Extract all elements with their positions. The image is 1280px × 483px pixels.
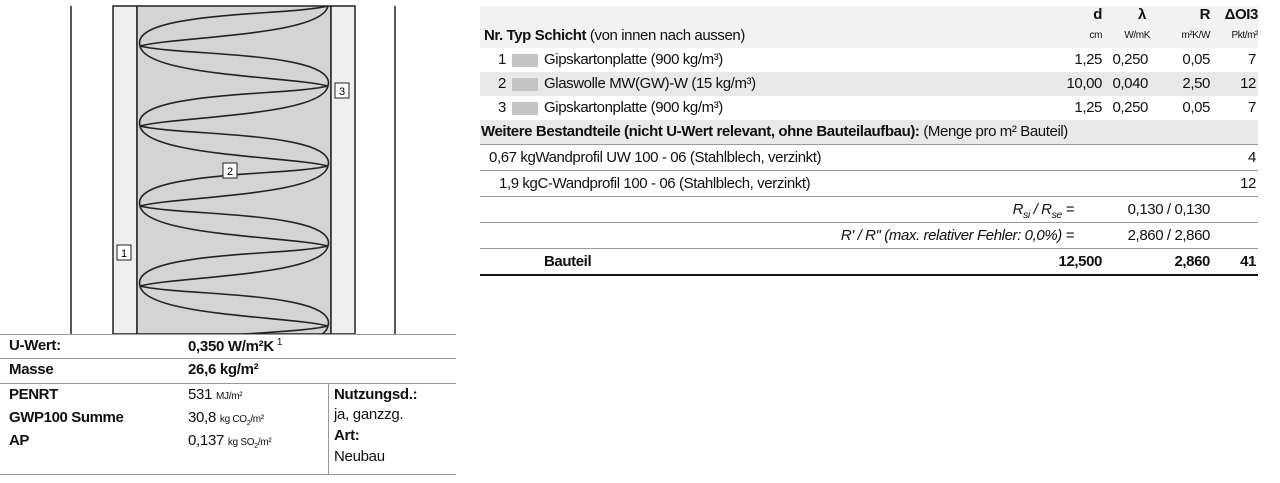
table-row [480, 172, 1258, 197]
table-row [480, 48, 1258, 72]
layer-1-gypsum-board [113, 6, 137, 334]
layer-oi3: 7 [1248, 51, 1256, 68]
penrt-label: PENRT [9, 386, 58, 403]
layer-swatch [512, 78, 538, 91]
callout-2-label: 2 [226, 166, 234, 178]
summary-rule [0, 358, 456, 359]
penrt-value: 531 MJ/m² [188, 386, 243, 403]
extra-item: 1,9 kgC-Wandprofil 100 - 06 (Stahlblech, verzinkt) [499, 175, 811, 192]
rr-label: R' / R'' (max. relativer Fehler: 0,0%) = [840, 227, 1074, 244]
header-r-unit: m²K/W [1181, 30, 1210, 41]
layer-name: Gipskartonplatte (900 kg/m³) [544, 99, 723, 116]
header-oi3-unit: Pkt/m² [1231, 30, 1258, 41]
art-label: Art: [334, 427, 360, 444]
layer-name: Gipskartonplatte (900 kg/m³) [544, 51, 723, 68]
u-wert-label: U-Wert: [9, 337, 61, 354]
total-d: 12,500 [1058, 253, 1102, 270]
layer-name: Glaswolle MW(GW)-W (15 kg/m³) [544, 75, 756, 92]
layer-lambda: 0,250 [1112, 99, 1148, 116]
layer-nr: 1 [498, 51, 506, 68]
wall-section-drawing [0, 0, 460, 334]
layer-r: 0,05 [1182, 51, 1210, 68]
header-oi3: ΔOI3 [1224, 6, 1258, 23]
layer-lambda: 0,250 [1112, 51, 1148, 68]
nutzung-value: ja, ganzzg. [334, 406, 404, 423]
callout-2 [223, 163, 237, 178]
callout-3 [335, 83, 349, 98]
rsi-rse-value: 0,130 / 0,130 [1127, 201, 1210, 218]
table-header [480, 6, 1258, 48]
summary-top-rule [0, 334, 456, 335]
header-lambda: λ [1138, 6, 1146, 23]
layer-swatch [512, 102, 538, 115]
layer-d: 10,00 [1066, 75, 1102, 92]
gwp-label: GWP100 Summe [9, 409, 124, 426]
masse-label: Masse [9, 361, 54, 378]
layer-nr: 2 [498, 75, 506, 92]
header-r: R [1199, 6, 1210, 23]
callout-1 [117, 245, 131, 260]
gwp-value: 30,8 kg $CO_2/m^2$ [188, 409, 264, 427]
rr-row [480, 224, 1258, 249]
total-label: Bauteil [544, 253, 592, 270]
u-wert-value: 0,350 W/m²K $^1$ [188, 337, 283, 355]
layer-d: 1,25 [1074, 51, 1102, 68]
total-oi3: 41 [1240, 253, 1256, 270]
weitere-heading: Weitere Bestandteile (nicht U-Wert relevant, ohne Bauteilaufbau): (Menge pro m² Bauteil) [481, 123, 1068, 140]
rsi-rse-row [480, 198, 1258, 223]
rr-value: 2,860 / 2,860 [1127, 227, 1210, 244]
callout-3-label: 3 [338, 86, 346, 98]
masse-value: 26,6 kg/m² [188, 361, 259, 378]
extra-oi3: 4 [1248, 149, 1256, 166]
layer-d: 1,25 [1074, 99, 1102, 116]
layer-r: 2,50 [1182, 75, 1210, 92]
header-d-unit: cm [1089, 30, 1102, 41]
total-row [480, 250, 1258, 276]
callout-1-label: 1 [120, 248, 128, 260]
layer-r: 0,05 [1182, 99, 1210, 116]
layer-3-gypsum-board [331, 6, 355, 334]
env-divider [328, 384, 329, 474]
header-nr-typ: Nr. Typ Schicht (von innen nach aussen) [484, 27, 745, 44]
table-row [480, 96, 1258, 120]
table-row [480, 146, 1258, 171]
art-value: Neubau [334, 448, 385, 465]
ap-value: 0,137 kg $SO_2/m^2$ [188, 432, 272, 450]
header-lambda-unit: W/mK [1124, 30, 1150, 41]
nutzung-label: Nutzungsd.: [334, 386, 418, 403]
total-r: 2,860 [1174, 253, 1210, 270]
environment-indicators [0, 383, 456, 475]
header-d: d [1093, 6, 1102, 23]
weitere-heading-row [480, 120, 1258, 145]
layer-oi3: 12 [1240, 75, 1256, 92]
table-row [480, 72, 1258, 96]
layer-swatch [512, 54, 538, 67]
extra-oi3: 12 [1240, 175, 1256, 192]
layer-oi3: 7 [1248, 99, 1256, 116]
rsi-rse-label: $R_{si} / R_{se}$ = [1012, 201, 1074, 221]
ap-label: AP [9, 432, 30, 449]
layer-lambda: 0,040 [1112, 75, 1148, 92]
layer-nr: 3 [498, 99, 506, 116]
extra-item: 0,67 kgWandprofil UW 100 - 06 (Stahlblech, verzinkt) [489, 149, 822, 166]
